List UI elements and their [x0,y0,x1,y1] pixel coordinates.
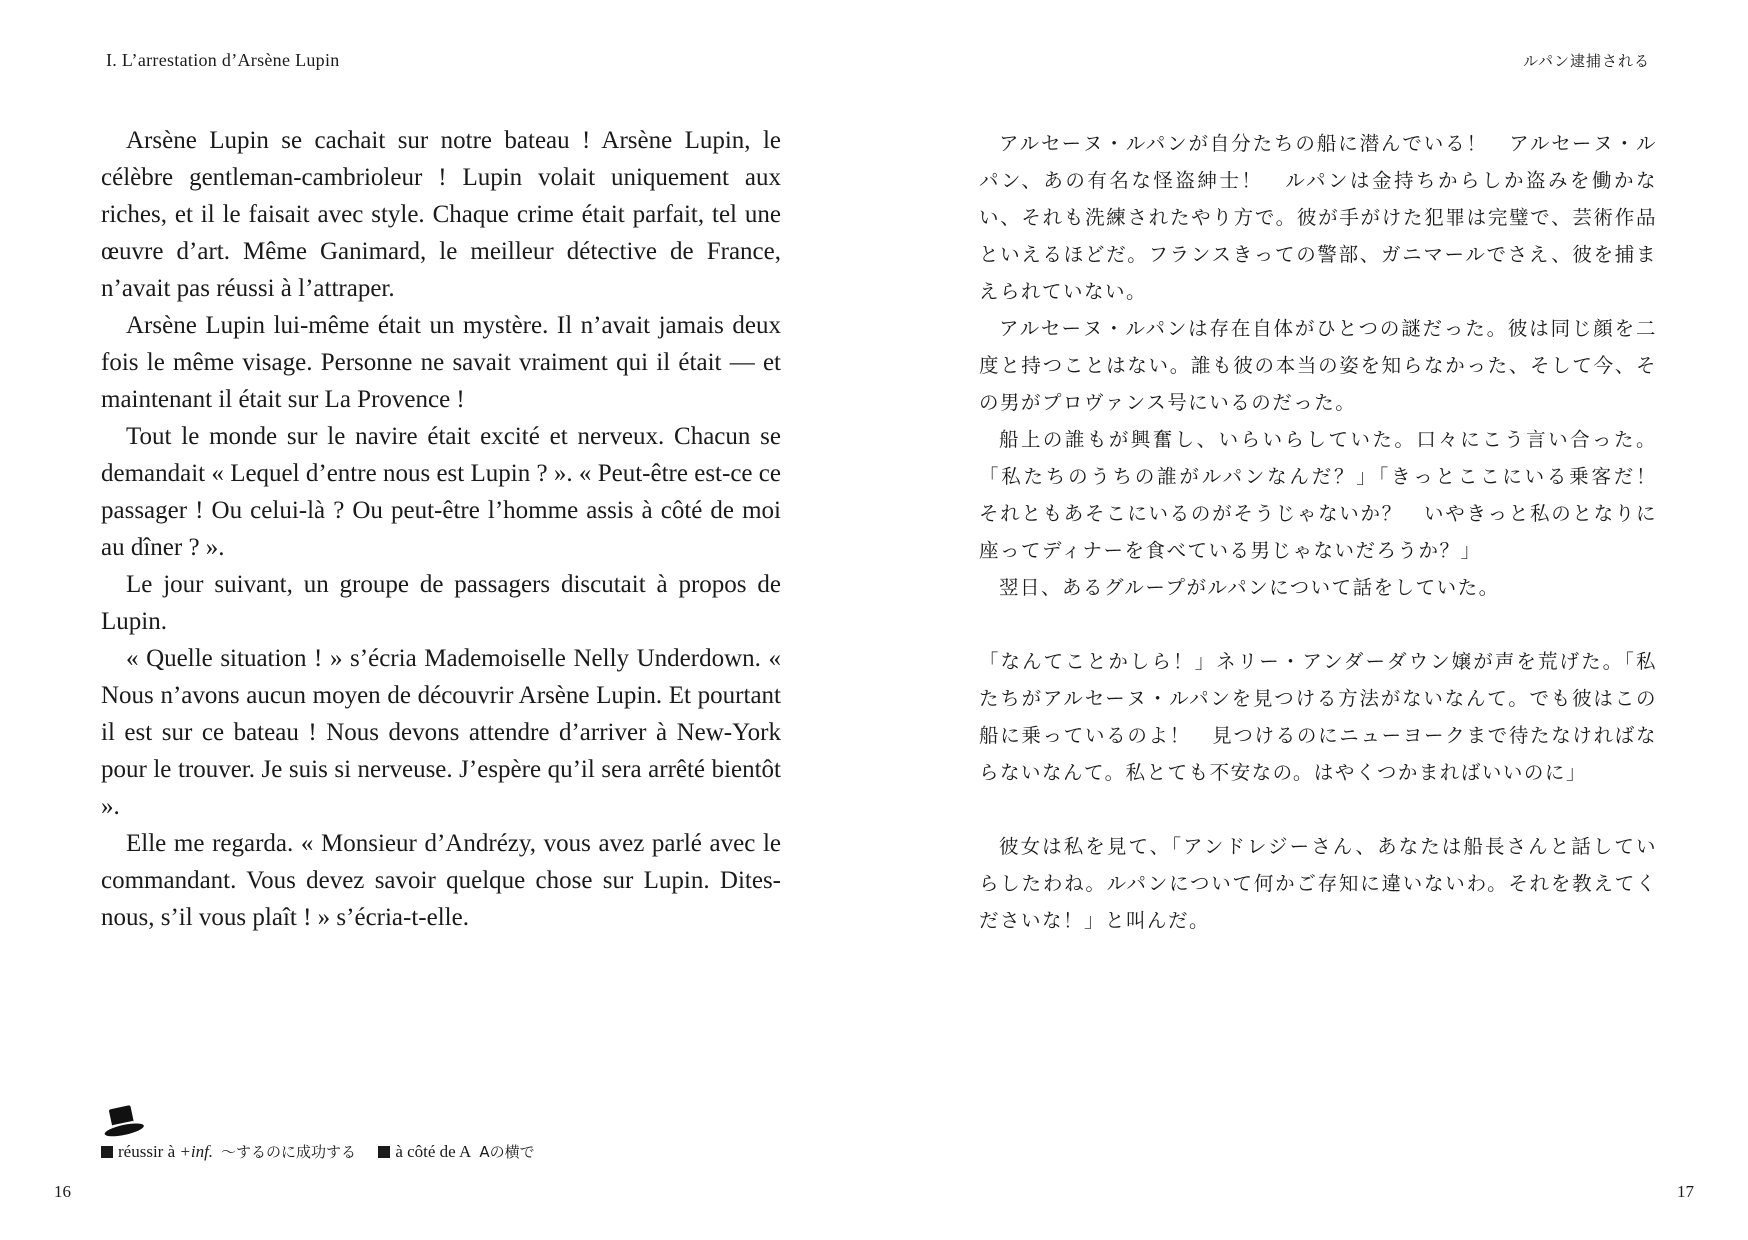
right-page [874,0,1748,1240]
vocab-gloss: Aの横で [479,1143,535,1161]
fr-paragraph: Tout le monde sur le navire était excité et nerveux. Chacun se demandait « Lequel d’entre nous est Lupin ? ». « Peut-être est-ce ce passager ! Ou celui-là ? Ou peut-être l’homme assis à côté de moi au dîner ? ». [101,423,781,561]
fr-paragraph: Elle me regarda. « Monsieur d’Andrézy, vous avez parlé avec le commandant. Vous devez savoir quelque chose sur Lupin. Dites-nous, s’il vous plaît ! » s’écria-t-elle. [101,830,781,931]
jp-paragraph: 「なんてことかしら！」ネリー・アンダーダウン嬢が声を荒げた。「私たちがアルセーヌ・ルパンを見つける方法がないなんて。でも彼はこの船に乗っているのよ！ 見つけるのにニューヨークまで待たなければならないなんて。私とても不安なの。はやくつかまればいいのに」 [979,650,1657,784]
vocab-expression-italic: +inf. [179,1142,214,1161]
running-head-left: I. L’arrestation d’Arsène Lupin [106,50,340,70]
jp-paragraph: アルセーヌ・ルパンが自分たちの船に潜んでいる！ アルセーヌ・ルパン、あの有名な怪盗紳士！ ルパンは金持ちからしか盗みを働かない、それも洗練されたやり方で。彼が手がけた犯罪は完璧で、芸術作品といえるほどだ。フランスきっての警部、ガニマールでさえ、彼を捕まえられていない。 [979,132,1657,303]
vocab-expression: à côté de A [395,1142,472,1161]
vocab-expression: réussir à [118,1142,180,1161]
fr-paragraph: Le jour suivant, un groupe de passagers discutait à propos de Lupin. [101,571,781,635]
fr-paragraph: Arsène Lupin lui-même était un mystère. Il n’avait jamais deux fois le même visage. Personne ne savait vraiment qui il était — et maintenant il était sur La Provence ! [101,312,781,413]
jp-paragraph: 彼女は私を見て、「アンドレジーさん、あなたは船長さんと話していらしたわね。ルパンについて何かご存知に違いないわ。それを教えてくださいな！」と叫んだ。 [979,835,1657,932]
vocab-item [101,1141,356,1162]
running-head-right: ルパン逮捕される [1523,52,1650,70]
vocab-gloss: ～するのに成功する [221,1143,357,1161]
fr-paragraph: « Quelle situation ! » s’écria Mademoiselle Nelly Underdown. « Nous n’avons aucun moyen de découvrir Arsène Lupin. Et pourtant il est sur ce bateau ! Nous devons attendre d’arriver à New-York pour le trouver. Je suis si nerveuse. J’espère qu’il sera arrêté bientôt ». [101,645,781,820]
fr-paragraph: Arsène Lupin se cachait sur notre bateau ! Arsène Lupin, le célèbre gentleman-cambrioleur ! Lupin volait uniquement aux riches, et il le faisait avec style. Chaque crime était parfait, tel une œuvre d’art. Même Ganimard, le meilleur détective de France, n’avait pas réussi à l’attraper. [101,127,781,302]
vocab-item [378,1141,534,1162]
jp-paragraph: アルセーヌ・ルパンは存在自体がひとつの謎だった。彼は同じ顔を二度と持つことはない。誰も彼の本当の姿を知らなかった、そして今、その男がプロヴァンス号にいるのだった。 [979,317,1657,414]
bullet-square-icon [378,1146,390,1158]
bullet-square-icon [101,1146,113,1158]
top-hat-icon [101,1104,145,1140]
vocabulary-notes [101,1141,553,1162]
french-text [101,122,781,936]
japanese-text [979,125,1679,939]
jp-paragraph: 翌日、あるグループがルパンについて話をしていた。 [999,576,1500,599]
page-number-left: 16 [54,1182,71,1201]
jp-paragraph: 船上の誰もが興奮し、いらいらしていた。口々にこう言い合った。「私たちのうちの誰がルパンなんだ？」「きっとここにいる乗客だ！ それともあそこにいるのがそうじゃないか？ いやきっと私のとなりに座ってディナーを食べている男じゃないだろうか？」 [979,428,1679,562]
page-number-right: 17 [1677,1182,1694,1201]
